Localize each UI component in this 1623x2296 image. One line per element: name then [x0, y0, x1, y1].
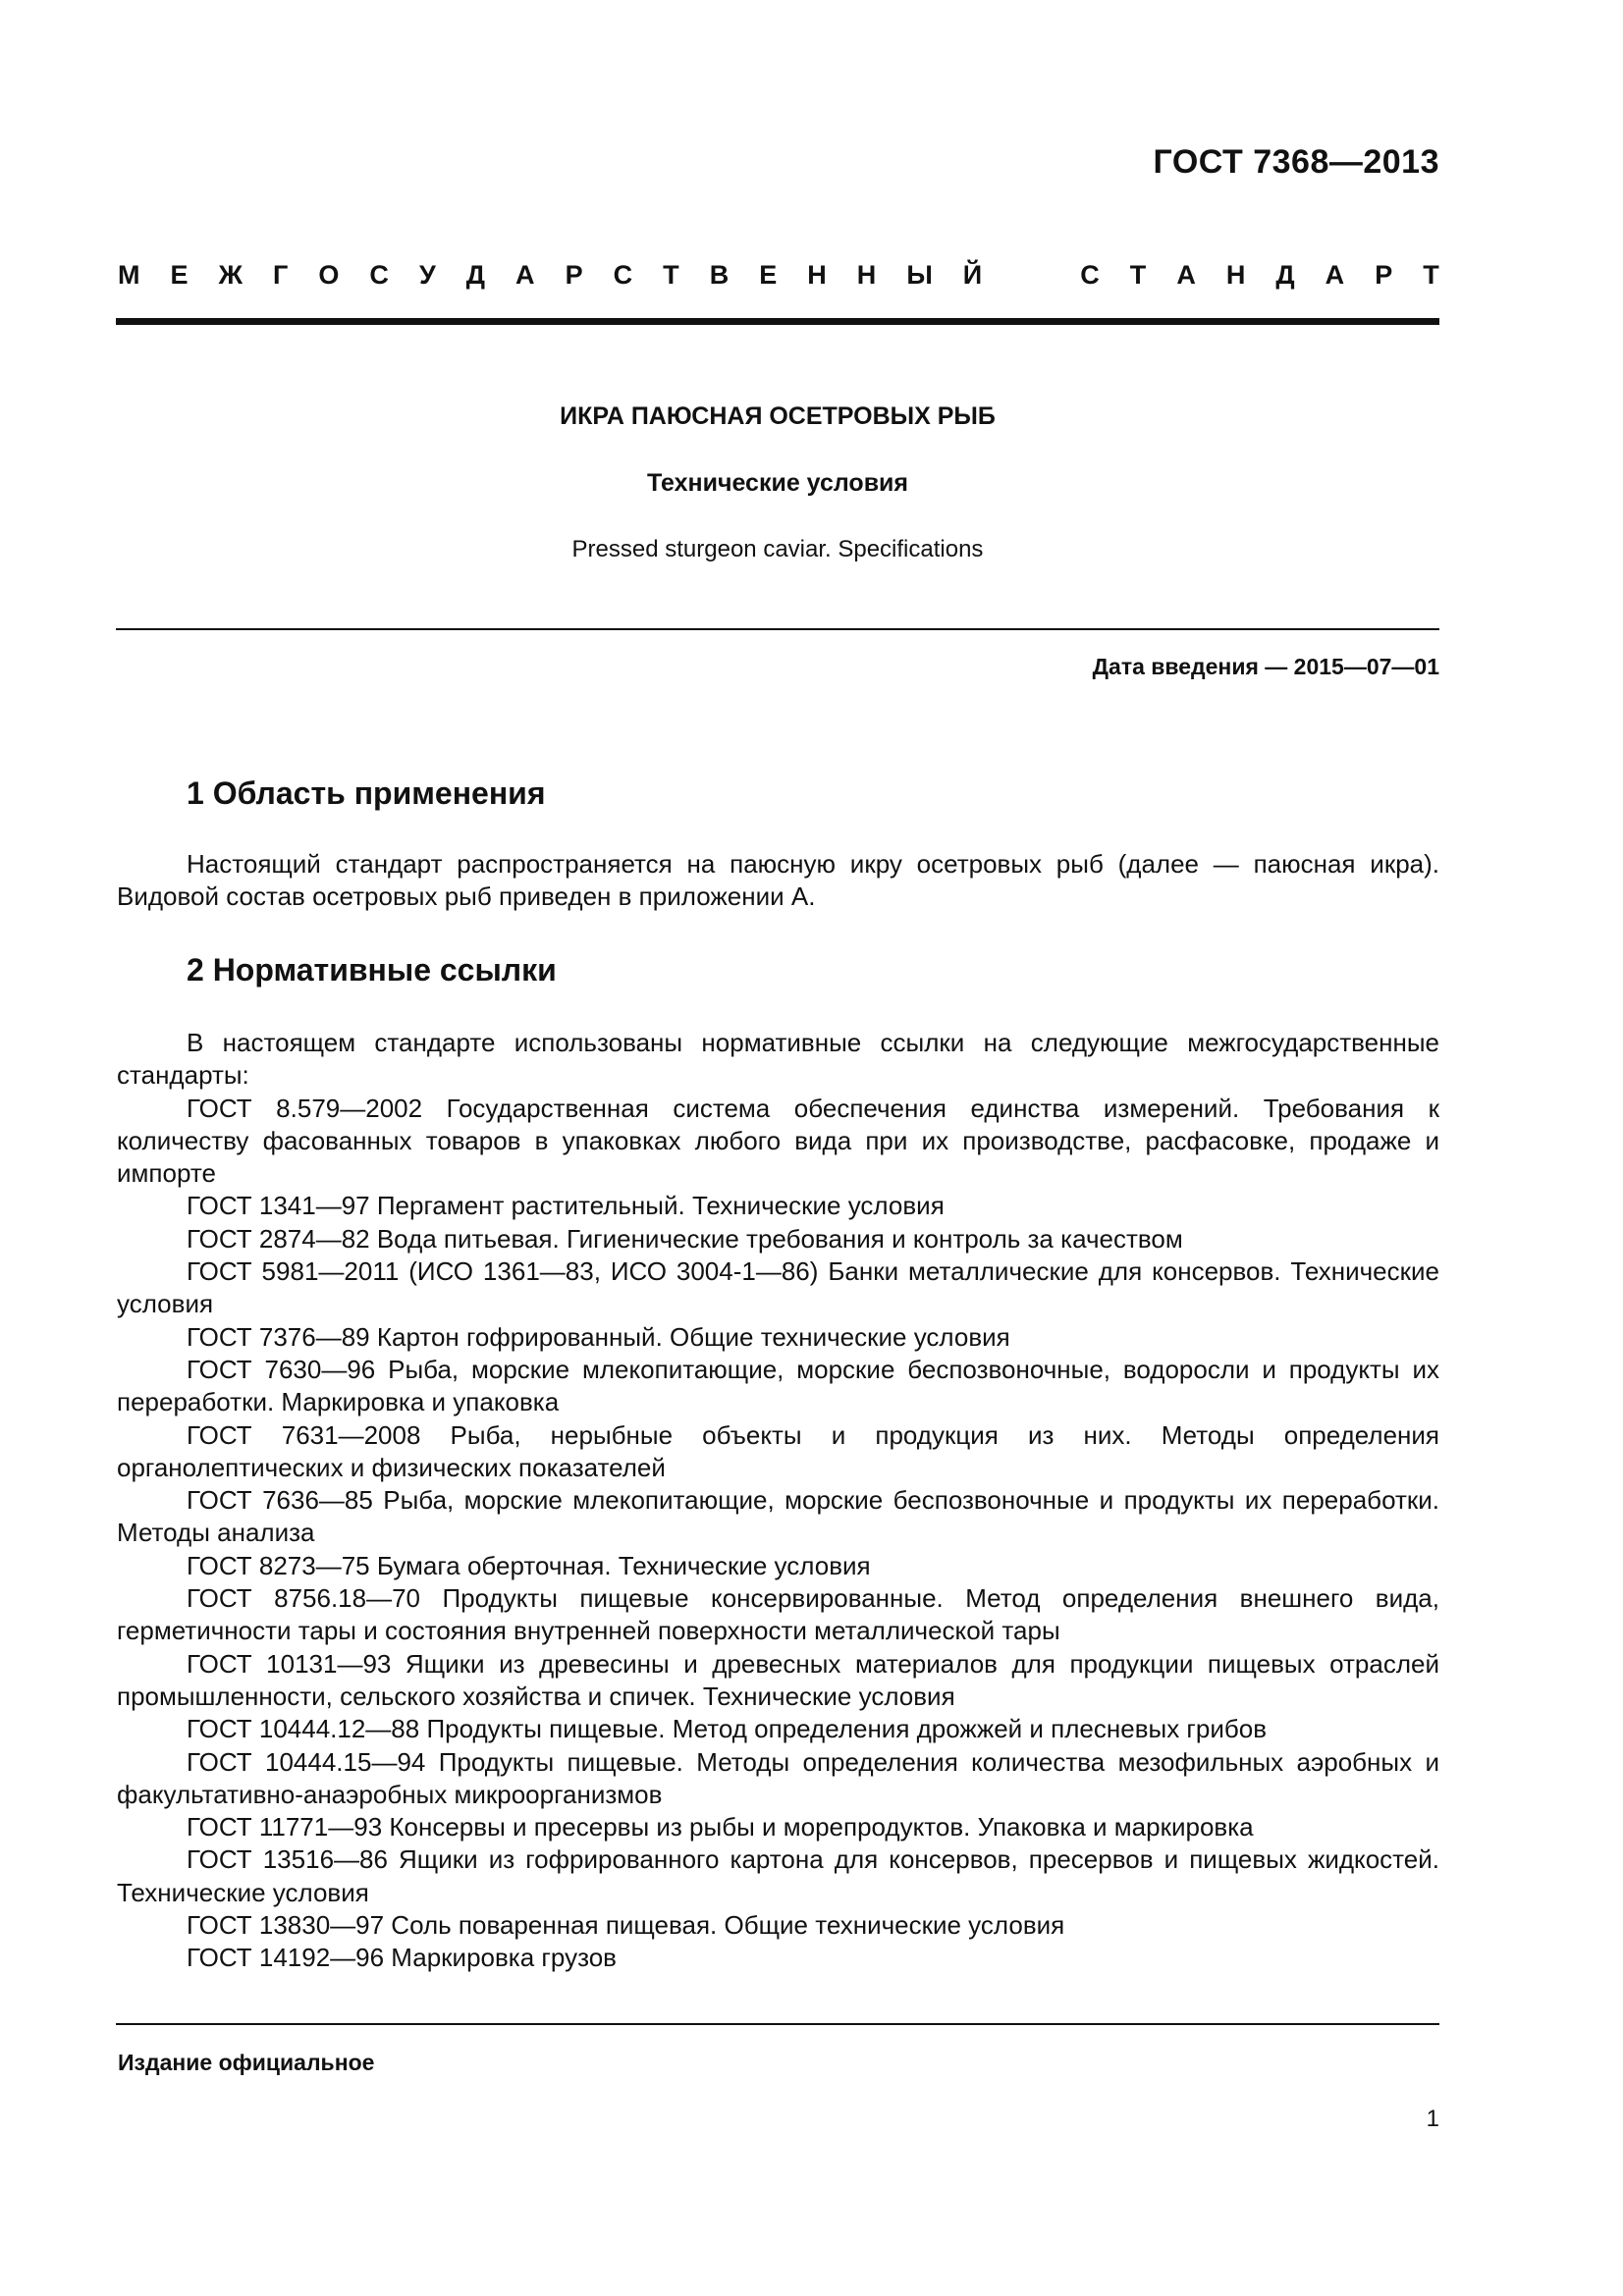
paragraph: ГОСТ 8.579—2002 Государственная система обеспечения единства измерений. Требования к количеству фасованных товаров в упаковках любого вида при их производстве, расфасовке, продаже и импорте [117, 1093, 1439, 1189]
header-letter: Т [1423, 260, 1439, 290]
paragraph: ГОСТ 8756.18—70 Продукты пищевые консервированные. Метод определения внешнего вида, герметичности тары и состояния внутренней поверхности металлической тары [117, 1583, 1439, 1646]
paragraph: В настоящем стандарте использованы нормативные ссылки на следующие межгосударственные стандарты: [117, 1028, 1439, 1091]
header-letter: С [369, 260, 389, 290]
header-letter: Е [759, 260, 778, 290]
section-2-body [117, 1027, 1439, 1975]
paragraph: ГОСТ 11771—93 Консервы и пресервы из рыбы и морепродуктов. Упаковка и маркировка [187, 1812, 1254, 1842]
header-letter: С [1080, 260, 1100, 290]
standard-type-header [118, 260, 1439, 291]
paragraph: ГОСТ 5981—2011 (ИСО 1361—83, ИСО 3004-1—86) Банки металлические для консервов. Технические условия [117, 1256, 1439, 1319]
paragraph: ГОСТ 10444.15—94 Продукты пищевые. Методы определения количества мезофильных аэробных и факультативно-анаэробных микроорганизмов [117, 1746, 1439, 1809]
header-letter: Ж [218, 260, 243, 290]
paragraph: ГОСТ 10131—93 Ящики из древесины и древесных материалов для продукции пищевых отраслей промышленности, сельского хозяйства и спичек. Технические условия [117, 1648, 1439, 1711]
section-2-heading: 2 Нормативные ссылки [187, 952, 557, 988]
document-subtitle: Технические условия [646, 469, 909, 497]
header-letter: Н [807, 260, 827, 290]
header-letter: Д [465, 260, 486, 290]
header-letter: Р [565, 260, 583, 290]
header-letter: А [515, 260, 535, 290]
paragraph: ГОСТ 8273—75 Бумага оберточная. Технические условия [187, 1550, 871, 1580]
header-letter: Й [962, 260, 983, 290]
footer-divider [116, 2023, 1439, 2025]
paragraph: ГОСТ 10444.12—88 Продукты пищевые. Метод определения дрожжей и плесневых грибов [187, 1714, 1268, 1744]
header-letter: В [709, 260, 730, 290]
paragraph: ГОСТ 7636—85 Рыба, морские млекопитающие, морские беспозвоночные и продукты их переработки. Методы анализа [117, 1485, 1439, 1548]
header-letter: А [1176, 260, 1196, 290]
section-1-heading: 1 Область применения [187, 775, 546, 811]
paragraph: ГОСТ 7631—2008 Рыба, нерыбные объекты и продукция из них. Методы определения органолептических и физических показателей [117, 1419, 1439, 1482]
paragraph: Настоящий стандарт распространяется на паюсную икру осетровых рыб (далее — паюсная икра). Видовой состав осетровых рыб приведен в приложении А. [117, 849, 1439, 912]
header-letter: Д [1275, 260, 1295, 290]
official-edition-label: Издание официальное [118, 2050, 375, 2075]
document-subtitle-english: Pressed sturgeon caviar. Specifications [571, 536, 984, 562]
paragraph: ГОСТ 1341—97 Пергамент растительный. Технические условия [187, 1191, 945, 1221]
document-code: ГОСТ 7368—2013 [1153, 143, 1439, 181]
header-letter: Т [663, 260, 679, 290]
paragraph: ГОСТ 13516—86 Ящики из гофрированного картона для консервов, пресервов и пищевых жидкостей. Технические условия [117, 1844, 1439, 1907]
header-letter: Р [1375, 260, 1393, 290]
paragraph: ГОСТ 13830—97 Соль поваренная пищевая. Общие технические условия [187, 1910, 1065, 1941]
paragraph: ГОСТ 7630—96 Рыба, морские млекопитающие, морские беспозвоночные, водоросли и продукты их переработки. Маркировка и упаковка [117, 1354, 1439, 1417]
introduction-date: Дата введения — 2015—07—01 [1092, 654, 1439, 679]
header-letter: Н [1225, 260, 1246, 290]
section-1-body [117, 848, 1439, 914]
header-letter: У [418, 260, 436, 290]
header-letter: Г [273, 260, 289, 290]
paragraph: ГОСТ 7376—89 Картон гофрированный. Общие технические условия [187, 1321, 1010, 1352]
document-title: ИКРА ПАЮСНАЯ ОСЕТРОВЫХ РЫБ [560, 402, 996, 430]
header-letter: С [613, 260, 633, 290]
header-letter: М [118, 260, 140, 290]
paragraph: ГОСТ 14192—96 Маркировка грузов [187, 1943, 617, 1973]
header-letter: Ы [906, 260, 933, 290]
page-number: 1 [1426, 2106, 1439, 2132]
paragraph: ГОСТ 2874—82 Вода питьевая. Гигиенические требования и контроль за качеством [187, 1223, 1183, 1254]
header-divider [116, 318, 1439, 325]
word-gap [1012, 260, 1050, 291]
header-letter: Н [856, 260, 877, 290]
header-letter: Т [1129, 260, 1147, 290]
title-divider [116, 628, 1439, 630]
header-letter: А [1325, 260, 1345, 290]
header-letter: О [318, 260, 340, 290]
header-letter: Е [170, 260, 189, 290]
